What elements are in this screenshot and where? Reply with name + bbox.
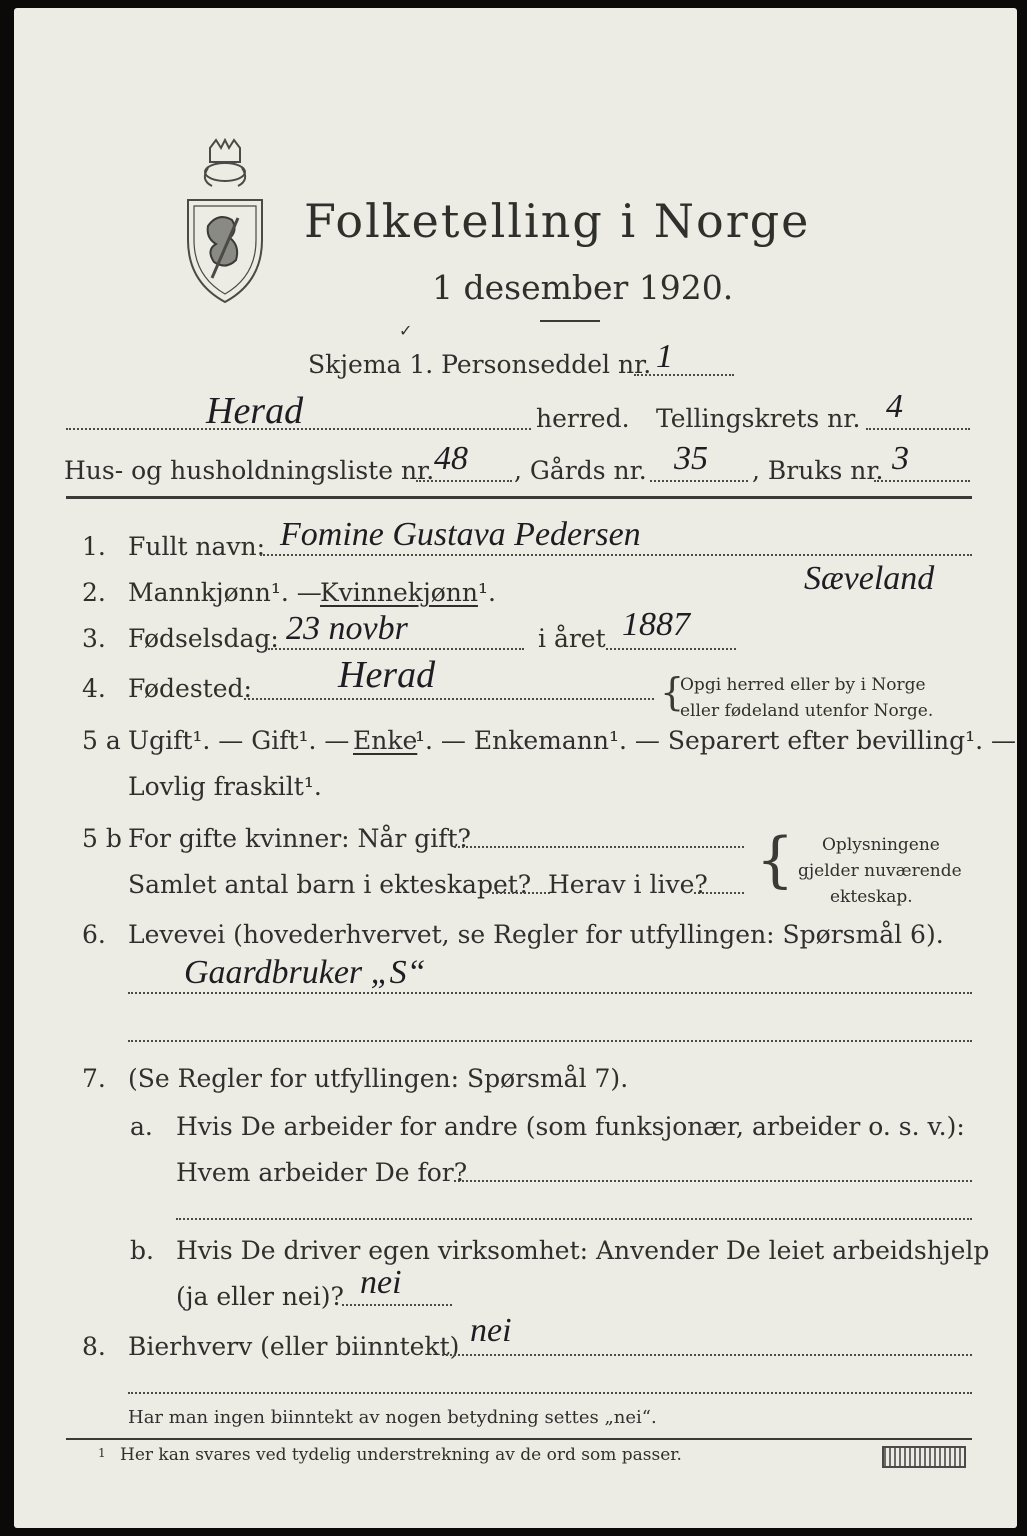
q8-number: 8.	[82, 1332, 106, 1361]
hus-line	[416, 480, 512, 482]
schema-label: Skjema 1. Personseddel nr.	[308, 350, 652, 379]
footer-note: Har man ingen biinntekt av nogen betydning settes „nei“.	[128, 1407, 657, 1428]
tellingskrets-line	[866, 428, 970, 430]
q5b-alive-line	[694, 892, 744, 894]
birthplace-line	[244, 698, 654, 700]
q3-number: 3.	[82, 624, 106, 653]
personseddel-nr-value: 1	[656, 338, 673, 375]
hired-help-value: nei	[360, 1264, 402, 1301]
census-date: 1 desember 1920.	[432, 268, 734, 307]
birthday-value: 23 novbr	[286, 610, 408, 647]
occupation-value: Gaardbruker „S“	[184, 954, 426, 991]
q7a-letter: a.	[130, 1112, 153, 1141]
q1-label: Fullt navn:	[128, 532, 266, 561]
q4-label: Fødested:	[128, 674, 252, 703]
title-divider	[540, 320, 600, 322]
q5b-note2: gjelder nuværende	[798, 861, 962, 881]
q5b-when-line	[454, 846, 744, 848]
header-divider	[66, 496, 972, 499]
form-title: Folketelling i Norge	[304, 194, 811, 248]
tellingskrets-value: 4	[886, 388, 903, 425]
residence-value: Sæveland	[804, 560, 935, 597]
footer-divider	[66, 1438, 972, 1440]
q3-year-label: i året	[538, 624, 606, 653]
q5b-alive-label: Herav i live?	[548, 870, 708, 899]
hus-label: Hus- og husholdningsliste nr.	[64, 456, 435, 485]
footnote-text: Her kan svares ved tydelig understrekning av de ord som passer.	[120, 1445, 682, 1465]
tellingskrets-label: Tellingskrets nr.	[656, 404, 861, 433]
q7-label: (Se Regler for utfyllingen: Spørsmål 7).	[128, 1064, 629, 1093]
birth-year-line	[606, 648, 736, 650]
q5a-part1: Ugift¹. — Gift¹. —	[128, 726, 350, 755]
herred-value: Herad	[206, 390, 304, 432]
q5b-number: 5 b	[82, 824, 122, 853]
q5b-when-label: For gifte kvinner: Når gift?	[128, 824, 471, 853]
q5a-line2: Lovlig fraskilt¹.	[128, 772, 322, 801]
q5a-enke: Enke	[353, 726, 418, 755]
gards-line	[650, 480, 748, 482]
q7a-line-2	[176, 1218, 972, 1220]
q2-kvinne: Kvinnekjønn	[320, 578, 478, 607]
full-name-value: Fomine Gustava Pedersen	[280, 516, 641, 553]
bruks-value: 3	[892, 440, 909, 477]
coat-of-arms-icon	[180, 138, 270, 306]
q6-number: 6.	[82, 920, 106, 949]
q7b-text: Hvis De driver egen virksomhet: Anvender De leiet arbeidshjelp	[176, 1236, 990, 1265]
birthday-line	[268, 648, 524, 650]
side-income-value: nei	[470, 1312, 512, 1349]
herred-label: herred.	[536, 404, 630, 433]
q2-number: 2.	[82, 578, 106, 607]
q7a-line-1	[454, 1180, 972, 1182]
side-income-line-1	[442, 1354, 972, 1356]
birthplace-value: Herad	[338, 654, 436, 696]
bruks-line	[874, 480, 970, 482]
occupation-line-1	[128, 992, 972, 994]
q7a-question: Hvem arbeider De for?	[176, 1158, 468, 1187]
census-form	[14, 8, 1017, 1528]
q5b-children-label: Samlet antal barn i ekteskapet?	[128, 870, 532, 899]
gards-value: 35	[674, 440, 708, 477]
full-name-line	[260, 554, 972, 556]
q2-suffix: ¹.	[478, 578, 496, 607]
q7b-question: (ja eller nei)?	[176, 1282, 344, 1311]
q5b-note3: ekteskap.	[830, 887, 913, 907]
q7b-letter: b.	[130, 1236, 154, 1265]
q5a-number: 5 a	[82, 726, 121, 755]
bruks-label: , Bruks nr.	[752, 456, 884, 485]
hus-value: 48	[434, 440, 468, 477]
herred-line	[66, 428, 531, 430]
q7a-text: Hvis De arbeider for andre (som funksjonær, arbeider o. s. v.):	[176, 1112, 965, 1141]
q3-label: Fødselsdag:	[128, 624, 279, 653]
q4-note2: eller fødeland utenfor Norge.	[680, 701, 934, 721]
birth-year-value: 1887	[622, 606, 690, 643]
personseddel-line	[634, 374, 734, 376]
q4-brace: {	[660, 670, 685, 714]
q4-note1: Opgi herred eller by i Norge	[680, 675, 926, 695]
printer-stamp	[882, 1446, 966, 1468]
side-income-line-2	[128, 1392, 972, 1394]
q5a-part2: ¹. — Enkemann¹. — Separert efter bevilling¹. —	[415, 726, 1017, 755]
q1-number: 1.	[82, 532, 106, 561]
title-ornament: ✓	[399, 321, 413, 340]
footnote-mark: 1	[98, 1446, 106, 1460]
q5b-brace: {	[756, 825, 795, 895]
q6-label: Levevei (hovederhvervet, se Regler for utfyllingen: Spørsmål 6).	[128, 920, 944, 949]
q8-label: Bierhverv (eller biinntekt)	[128, 1332, 460, 1361]
q5b-children-line	[492, 892, 550, 894]
q5b-note1: Oplysningene	[822, 835, 940, 855]
gards-label: , Gårds nr.	[514, 456, 647, 485]
q7-number: 7.	[82, 1064, 106, 1093]
q2-mann: Mannkjønn¹. —	[128, 578, 322, 607]
q4-number: 4.	[82, 674, 106, 703]
q7b-line	[342, 1304, 452, 1306]
occupation-line-2	[128, 1040, 972, 1042]
